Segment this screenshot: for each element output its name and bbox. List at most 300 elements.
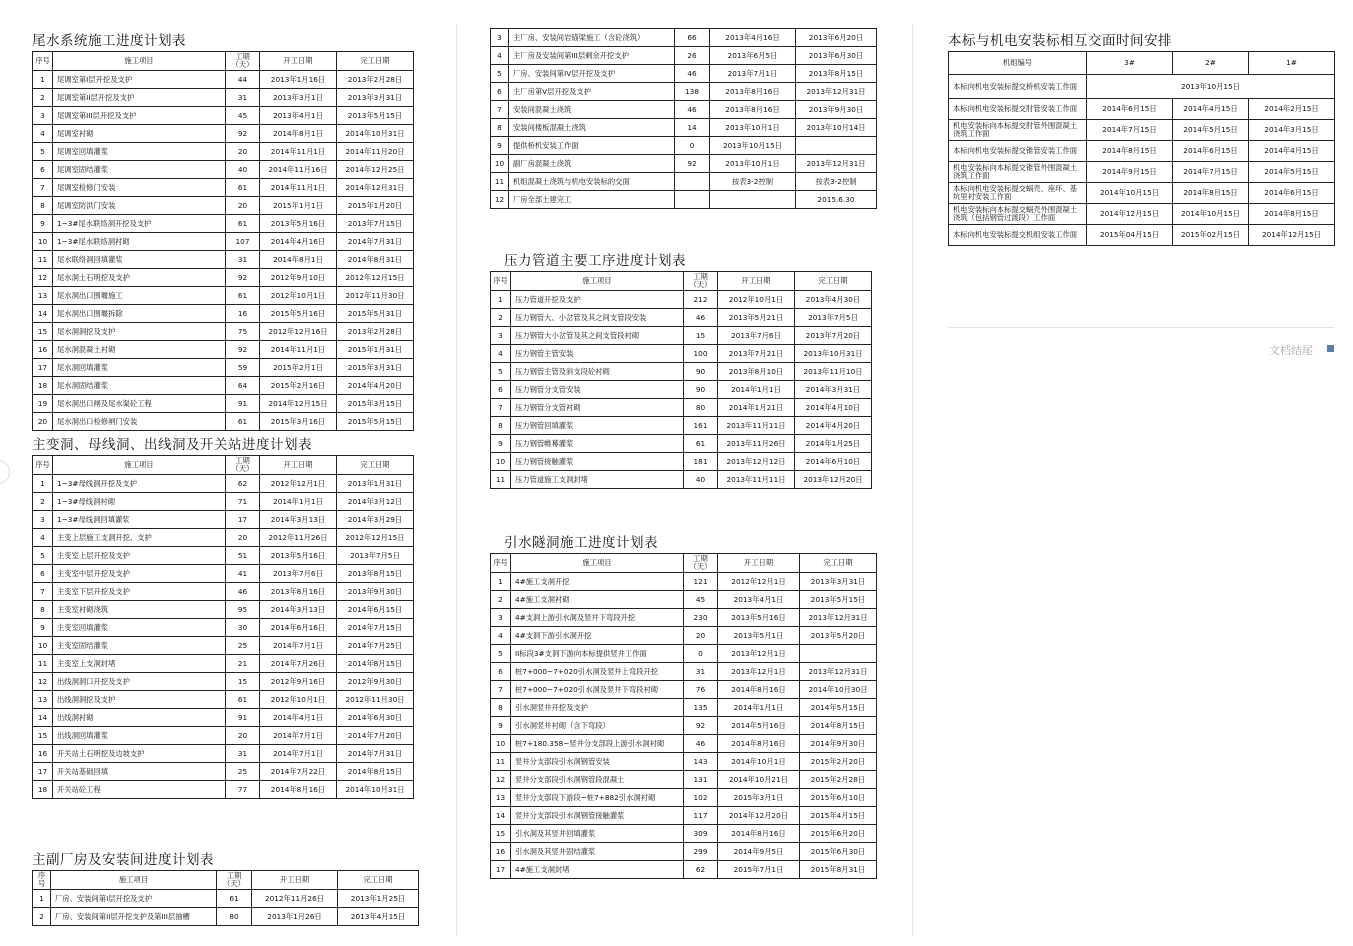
row-number-cell: 17 [33, 359, 53, 377]
row-number-cell: 5 [491, 363, 511, 381]
table-row [491, 309, 872, 327]
date-unit-3: 2014年9月15日 [1087, 162, 1173, 183]
duration-cell: 0 [684, 645, 718, 663]
col-header-duration: 工期（天） [684, 272, 718, 291]
duration-cell: 15 [684, 327, 718, 345]
end-date-cell: 2013年1月25日 [338, 890, 419, 908]
duration-cell: 51 [226, 547, 260, 565]
end-date-cell: 2015年3月31日 [337, 359, 414, 377]
table-row [491, 825, 877, 843]
task-name-cell: 4#施工支洞封堵 [511, 861, 684, 879]
end-date-cell: 2013年8月15日 [796, 65, 877, 83]
end-date-cell: 2013年1月31日 [337, 475, 414, 493]
end-date-cell: 2013年4月15日 [338, 908, 419, 926]
table-row [33, 529, 414, 547]
start-date-cell: 2014年1月21日 [718, 399, 795, 417]
row-number-cell: 8 [491, 417, 511, 435]
start-date-cell: 2015年2月16日 [260, 377, 337, 395]
duration-cell: 61 [217, 890, 252, 908]
duration-cell: 92 [226, 269, 260, 287]
duration-cell: 20 [226, 143, 260, 161]
table-row [33, 89, 414, 107]
row-number-cell: 5 [33, 143, 53, 161]
table-row [33, 233, 414, 251]
row-number-cell: 20 [33, 413, 53, 431]
start-date-cell: 2014年11月1日 [260, 143, 337, 161]
table-row [491, 155, 877, 173]
table-row [33, 287, 414, 305]
start-date-cell: 2013年5月16日 [260, 547, 337, 565]
table-row [33, 215, 414, 233]
task-name-cell: 1~3#母线洞衬砌 [53, 493, 226, 511]
row-number-cell: 13 [33, 691, 53, 709]
date-unit-1: 2014年4月15日 [1249, 141, 1335, 162]
row-number-cell: 9 [491, 137, 509, 155]
end-date-cell: 2015年8月31日 [800, 861, 877, 879]
row-number-cell: 18 [33, 377, 53, 395]
col-header-row-number: 序号 [33, 52, 53, 71]
table-row [33, 493, 414, 511]
interface-item: 本标向机电安装标提交锥管安装工作面 [949, 141, 1087, 162]
row-number-cell: 8 [33, 601, 53, 619]
table-row [491, 843, 877, 861]
task-name-cell: 引水洞及其竖井回填灌浆 [511, 825, 684, 843]
duration-cell: 14 [675, 119, 710, 137]
end-date-cell: 2014年7月31日 [337, 745, 414, 763]
duration-cell: 46 [675, 101, 710, 119]
side-scroll-handle[interactable] [0, 460, 10, 484]
end-divider [948, 327, 1334, 328]
row-number-cell: 14 [491, 807, 511, 825]
task-name-cell: 尾调室固结灌浆 [53, 161, 226, 179]
row-number-cell: 13 [33, 287, 53, 305]
table-row [33, 655, 414, 673]
table-row [33, 547, 414, 565]
start-date-cell: 2014年11月1日 [260, 341, 337, 359]
table-row [33, 890, 419, 908]
end-date-cell: 2015年2月20日 [800, 753, 877, 771]
end-date-cell: 2013年10月31日 [795, 345, 872, 363]
task-name-cell: 主厂房及安装间第III层剩余开挖支护 [509, 47, 675, 65]
row-number-cell: 15 [33, 727, 53, 745]
task-name-cell: 压力钢管接触灌浆 [511, 453, 684, 471]
duration-cell: 135 [684, 699, 718, 717]
table-row [33, 619, 414, 637]
col-header-end-date: 完工日期 [337, 456, 414, 475]
table-row [949, 225, 1335, 246]
task-name-cell: 出线洞洞口开挖及支护 [53, 673, 226, 691]
end-date-cell: 2014年8月31日 [337, 251, 414, 269]
date-unit-2: 2014年5月15日 [1173, 120, 1249, 141]
end-date-cell: 2014年7月31日 [337, 233, 414, 251]
end-date-cell: 2014年8月15日 [337, 655, 414, 673]
col-header-unit-2: 2# [1173, 52, 1249, 75]
start-date-cell: 2015年2月1日 [260, 359, 337, 377]
end-date-cell: 2014年7月25日 [337, 637, 414, 655]
end-date-cell: 2014年8月15日 [337, 763, 414, 781]
table-row [33, 395, 414, 413]
table-row [949, 162, 1335, 183]
row-number-cell: 10 [491, 155, 509, 173]
table-row [33, 763, 414, 781]
start-date-cell: 2015年3月16日 [260, 413, 337, 431]
row-number-cell: 8 [33, 197, 53, 215]
end-date-cell: 2015年1月20日 [337, 197, 414, 215]
table-row [33, 359, 414, 377]
table-row [491, 717, 877, 735]
duration-cell: 138 [675, 83, 710, 101]
end-date-cell: 2014年4月10日 [795, 399, 872, 417]
start-date-cell: 2014年8月1日 [260, 125, 337, 143]
table-row [33, 143, 414, 161]
document-end-text: 文档结尾 [1269, 344, 1313, 357]
start-date-cell: 2014年3月13日 [260, 511, 337, 529]
task-name-cell: 厂房全部土建完工 [509, 191, 675, 209]
row-number-cell: 1 [33, 890, 51, 908]
end-date-cell: 2015年5月15日 [337, 413, 414, 431]
end-date-cell: 2013年7月15日 [337, 215, 414, 233]
start-date-cell: 2013年1月16日 [260, 71, 337, 89]
col-header-start-date: 开工日期 [260, 456, 337, 475]
table-row [33, 908, 419, 926]
duration-cell: 40 [226, 161, 260, 179]
start-date-cell: 2013年5月16日 [260, 215, 337, 233]
task-name-cell: 尾调室第II层开挖及支护 [53, 89, 226, 107]
table-row [491, 327, 872, 345]
table-row [33, 781, 414, 799]
start-date-cell: 2013年7月21日 [718, 345, 795, 363]
end-date-cell: 2014年7月15日 [337, 619, 414, 637]
task-name-cell: 主变室中层开挖及支护 [53, 565, 226, 583]
interface-item: 本标向机电安装标提交桥机安装工作面 [949, 75, 1087, 99]
start-date-cell: 2013年5月16日 [718, 609, 800, 627]
table-title-interface-schedule: 本标与机电安装标相互交面时间安排 [948, 33, 1172, 49]
start-date-cell: 2012年12月1日 [260, 475, 337, 493]
end-date-cell: 2014年6月15日 [337, 601, 414, 619]
transformer-schedule-table [32, 455, 414, 799]
start-date-cell: 2013年4月1日 [260, 107, 337, 125]
task-name-cell: 竖井分支部段下游段~桩7+882引水洞衬砌 [511, 789, 684, 807]
task-name-cell: 1~3#尾水联络洞衬砌 [53, 233, 226, 251]
start-date-cell: 2015年1月1日 [260, 197, 337, 215]
start-date-cell: 2013年8月10日 [718, 363, 795, 381]
table-row [491, 645, 877, 663]
start-date-cell: 2014年7月22日 [260, 763, 337, 781]
row-number-cell: 6 [491, 381, 511, 399]
task-name-cell: II标段3#支洞下游向本标提供竖井工作面 [511, 645, 684, 663]
table-row [491, 627, 877, 645]
start-date-cell: 2014年8月1日 [260, 251, 337, 269]
start-date-cell: 2012年10月1日 [718, 291, 795, 309]
start-date-cell: 2014年10月21日 [718, 771, 800, 789]
duration-cell: 91 [226, 395, 260, 413]
table-row [491, 453, 872, 471]
table-row [491, 573, 877, 591]
start-date-cell: 2013年12月1日 [718, 663, 800, 681]
table-row [33, 691, 414, 709]
table-row [491, 137, 877, 155]
table-row [33, 269, 414, 287]
task-name-cell: 尾水洞固结灌浆 [53, 377, 226, 395]
task-name-cell: 1~3#母线洞开挖及支护 [53, 475, 226, 493]
date-unit-3: 2014年10月15日 [1087, 183, 1173, 204]
task-name-cell: 竖井分支部段引水洞钢管接触灌浆 [511, 807, 684, 825]
start-date-cell: 2013年7月1日 [710, 65, 796, 83]
table-row [491, 399, 872, 417]
duration-cell: 92 [684, 717, 718, 735]
end-date-cell: 2013年5月15日 [337, 107, 414, 125]
start-date-cell: 2013年7月6日 [718, 327, 795, 345]
row-number-cell: 14 [33, 709, 53, 727]
task-name-cell: 尾调室检修门安装 [53, 179, 226, 197]
end-date-cell [796, 137, 877, 155]
col-header-task-name: 施工项目 [53, 52, 226, 71]
table-row [33, 71, 414, 89]
start-date-cell: 2014年7月26日 [260, 655, 337, 673]
table-title-diversion-tunnel: 引水隧洞施工进度计划表 [504, 535, 658, 551]
end-date-cell: 2013年3月31日 [337, 89, 414, 107]
duration-cell: 16 [226, 305, 260, 323]
duration-cell: 100 [684, 345, 718, 363]
duration-cell: 31 [226, 89, 260, 107]
start-date-cell: 2013年11月26日 [718, 435, 795, 453]
col-header-start-date: 开工日期 [718, 554, 800, 573]
powerhouse-schedule-continued-table [490, 28, 877, 209]
row-number-cell: 6 [33, 565, 53, 583]
row-number-cell: 2 [33, 908, 51, 926]
task-name-cell: 桩7+000~7+020引水洞及竖井上弯段开挖 [511, 663, 684, 681]
task-name-cell: 压力钢管分支管衬砌 [511, 399, 684, 417]
duration-cell: 143 [684, 753, 718, 771]
start-date-cell: 2014年8月16日 [718, 681, 800, 699]
end-date-cell: 2013年10月14日 [796, 119, 877, 137]
start-date-cell: 2014年1月1日 [718, 381, 795, 399]
table-row [491, 471, 872, 489]
end-date-cell: 2012年11月30日 [337, 691, 414, 709]
row-number-cell: 6 [33, 161, 53, 179]
start-date-cell: 2014年7月1日 [260, 727, 337, 745]
end-date-cell: 2013年12月20日 [795, 471, 872, 489]
duration-cell: 309 [684, 825, 718, 843]
end-date-cell: 2013年7月5日 [337, 547, 414, 565]
table-row [33, 251, 414, 269]
end-date-cell: 按表3-2控制 [796, 173, 877, 191]
duration-cell: 61 [684, 435, 718, 453]
task-name-cell: 开关站砼工程 [53, 781, 226, 799]
row-number-cell: 7 [491, 399, 511, 417]
duration-cell: 92 [226, 125, 260, 143]
end-date-cell: 2015年3月15日 [337, 395, 414, 413]
start-date-cell: 2012年11月26日 [260, 529, 337, 547]
column-divider-2 [912, 24, 913, 936]
date-unit-2: 2015年02月15日 [1173, 225, 1249, 246]
date-unit-1: 2014年12月15日 [1249, 225, 1335, 246]
task-name-cell: 4#支洞下游引水洞开挖 [511, 627, 684, 645]
start-date-cell: 2014年11月16日 [260, 161, 337, 179]
table-row [491, 417, 872, 435]
end-date-cell: 2012年9月30日 [337, 673, 414, 691]
table-row [491, 861, 877, 879]
end-date-cell: 2014年9月30日 [800, 735, 877, 753]
end-date-cell: 2013年8月15日 [337, 565, 414, 583]
task-name-cell: 厂房、安装间第I层开挖及支护 [51, 890, 217, 908]
row-number-cell: 6 [491, 83, 509, 101]
task-name-cell: 出线洞回填灌浆 [53, 727, 226, 745]
start-date-cell: 2013年10月1日 [710, 119, 796, 137]
date-unit-2: 2014年10月15日 [1173, 204, 1249, 225]
row-number-cell: 4 [491, 47, 509, 65]
duration-cell: 44 [226, 71, 260, 89]
end-date-cell: 2013年5月15日 [800, 591, 877, 609]
duration-cell: 20 [226, 197, 260, 215]
task-name-cell: 开关站土石明挖及边坡支护 [53, 745, 226, 763]
table-row [491, 609, 877, 627]
row-number-cell: 16 [33, 341, 53, 359]
task-name-cell: 压力钢管回填灌浆 [511, 417, 684, 435]
table-row [491, 65, 877, 83]
duration-cell: 15 [226, 673, 260, 691]
table-row [491, 435, 872, 453]
duration-cell: 76 [684, 681, 718, 699]
task-name-cell: 尾水联络洞回填灌浆 [53, 251, 226, 269]
end-date-cell: 2014年12月31日 [337, 179, 414, 197]
duration-cell: 299 [684, 843, 718, 861]
start-date-cell: 2014年12月15日 [260, 395, 337, 413]
row-number-cell: 13 [491, 789, 511, 807]
row-number-cell: 15 [491, 825, 511, 843]
duration-cell: 212 [684, 291, 718, 309]
end-date-cell: 2013年6月30日 [796, 47, 877, 65]
start-date-cell: 2013年7月6日 [260, 565, 337, 583]
col-header-end-date: 完工日期 [338, 871, 419, 890]
col-header-unit-3: 3# [1087, 52, 1173, 75]
task-name-cell: 副厂房混凝土浇筑 [509, 155, 675, 173]
end-date-cell: 2013年5月20日 [800, 627, 877, 645]
row-number-cell: 12 [491, 771, 511, 789]
row-number-cell: 10 [33, 637, 53, 655]
task-name-cell: 压力钢管主管安装 [511, 345, 684, 363]
task-name-cell: 尾水洞土石明挖及支护 [53, 269, 226, 287]
duration-cell: 46 [684, 735, 718, 753]
col-header-end-date: 完工日期 [800, 554, 877, 573]
task-name-cell: 尾水洞混凝土衬砌 [53, 341, 226, 359]
task-name-cell: 桩7+000~7+020引水洞及竖井下弯段衬砌 [511, 681, 684, 699]
row-number-cell: 11 [491, 753, 511, 771]
col-header-end-date: 完工日期 [795, 272, 872, 291]
col-header-duration: 工期（天） [684, 554, 718, 573]
col-header-start-date: 开工日期 [260, 52, 337, 71]
task-name-cell: 尾水洞出口围堰拆除 [53, 305, 226, 323]
start-date-cell: 2013年10月15日 [710, 137, 796, 155]
task-name-cell: 安装间楼板混凝土浇筑 [509, 119, 675, 137]
task-name-cell: 压力管道施工支洞封堵 [511, 471, 684, 489]
start-date-cell: 2013年5月1日 [718, 627, 800, 645]
table-row [491, 345, 872, 363]
end-date-cell: 2015.6.30 [796, 191, 877, 209]
table-row [33, 601, 414, 619]
table-row [33, 709, 414, 727]
task-name-cell: 1~3#母线洞回填灌浆 [53, 511, 226, 529]
task-name-cell: 压力钢管帷幕灌浆 [511, 435, 684, 453]
table-row [491, 681, 877, 699]
task-name-cell: 竖井分支部段引水洞钢管段混凝土 [511, 771, 684, 789]
table-row [33, 475, 414, 493]
task-name-cell: 开关站基础回填 [53, 763, 226, 781]
task-name-cell: 主厂房第V层开挖及支护 [509, 83, 675, 101]
table-row [33, 673, 414, 691]
task-name-cell: 主厂房、安装间岩锚梁施工（含砼浇筑） [509, 29, 675, 47]
row-number-cell: 5 [491, 645, 511, 663]
duration-cell [675, 173, 710, 191]
start-date-cell: 2014年5月16日 [718, 717, 800, 735]
task-name-cell: 机组混凝土浇筑与机电安装标的交面 [509, 173, 675, 191]
duration-cell: 21 [226, 655, 260, 673]
row-number-cell: 11 [33, 655, 53, 673]
date-unit-3: 2014年7月15日 [1087, 120, 1173, 141]
powerhouse-schedule-table [32, 870, 419, 926]
col-header-unit: 机组编号 [949, 52, 1087, 75]
duration-cell: 117 [684, 807, 718, 825]
start-date-cell: 2013年4月16日 [710, 29, 796, 47]
task-name-cell: 4#施工支洞衬砌 [511, 591, 684, 609]
diversion-tunnel-schedule-table [490, 553, 877, 879]
row-number-cell: 17 [33, 763, 53, 781]
duration-cell: 77 [226, 781, 260, 799]
tailwater-schedule-table [32, 51, 414, 431]
date-unit-1: 2014年8月15日 [1249, 204, 1335, 225]
task-name-cell: 4#支洞上游引水洞及竖井下弯段开挖 [511, 609, 684, 627]
start-date-cell: 2012年10月1日 [260, 287, 337, 305]
document-end-marker [1327, 345, 1334, 352]
col-header-task-name: 施工项目 [51, 871, 217, 890]
start-date-cell: 2012年9月16日 [260, 673, 337, 691]
start-date-cell: 2012年9月10日 [260, 269, 337, 287]
duration-cell: 30 [226, 619, 260, 637]
end-date-cell: 2015年2月28日 [800, 771, 877, 789]
interface-item: 机电安装标向本标提交锥管外围混凝土浇筑工作面 [949, 162, 1087, 183]
duration-cell: 46 [684, 309, 718, 327]
task-name-cell: 压力钢管分支管安装 [511, 381, 684, 399]
task-name-cell: 1~3#尾水联络洞开挖及支护 [53, 215, 226, 233]
date-unit-3: 2014年12月15日 [1087, 204, 1173, 225]
row-number-cell: 1 [33, 475, 53, 493]
end-date-cell: 2013年2月28日 [337, 71, 414, 89]
date-unit-2: 2014年8月15日 [1173, 183, 1249, 204]
table-row [491, 29, 877, 47]
table-row [491, 699, 877, 717]
table-row [491, 83, 877, 101]
row-number-cell: 2 [33, 493, 53, 511]
end-date-cell: 2014年10月31日 [337, 781, 414, 799]
end-date-cell: 2013年12月31日 [800, 609, 877, 627]
table-row [491, 591, 877, 609]
duration-cell: 45 [226, 107, 260, 125]
task-name-cell: 出线洞洞挖及支护 [53, 691, 226, 709]
task-name-cell: 引水洞竖井衬砌（含下弯段） [511, 717, 684, 735]
start-date-cell: 2013年11月11日 [718, 417, 795, 435]
task-name-cell: 主变室上支洞封堵 [53, 655, 226, 673]
task-name-cell: 主变室上层开挖及支护 [53, 547, 226, 565]
start-date-cell: 2012年10月1日 [260, 691, 337, 709]
duration-cell: 25 [226, 637, 260, 655]
interface-item: 本标向机电安装标提交肘管安装工作面 [949, 99, 1087, 120]
col-header-start-date: 开工日期 [718, 272, 795, 291]
duration-cell [675, 191, 710, 209]
table-row [33, 341, 414, 359]
table-row [949, 120, 1335, 141]
task-name-cell: 尾调室第I层开挖及支护 [53, 71, 226, 89]
duration-cell: 31 [226, 251, 260, 269]
